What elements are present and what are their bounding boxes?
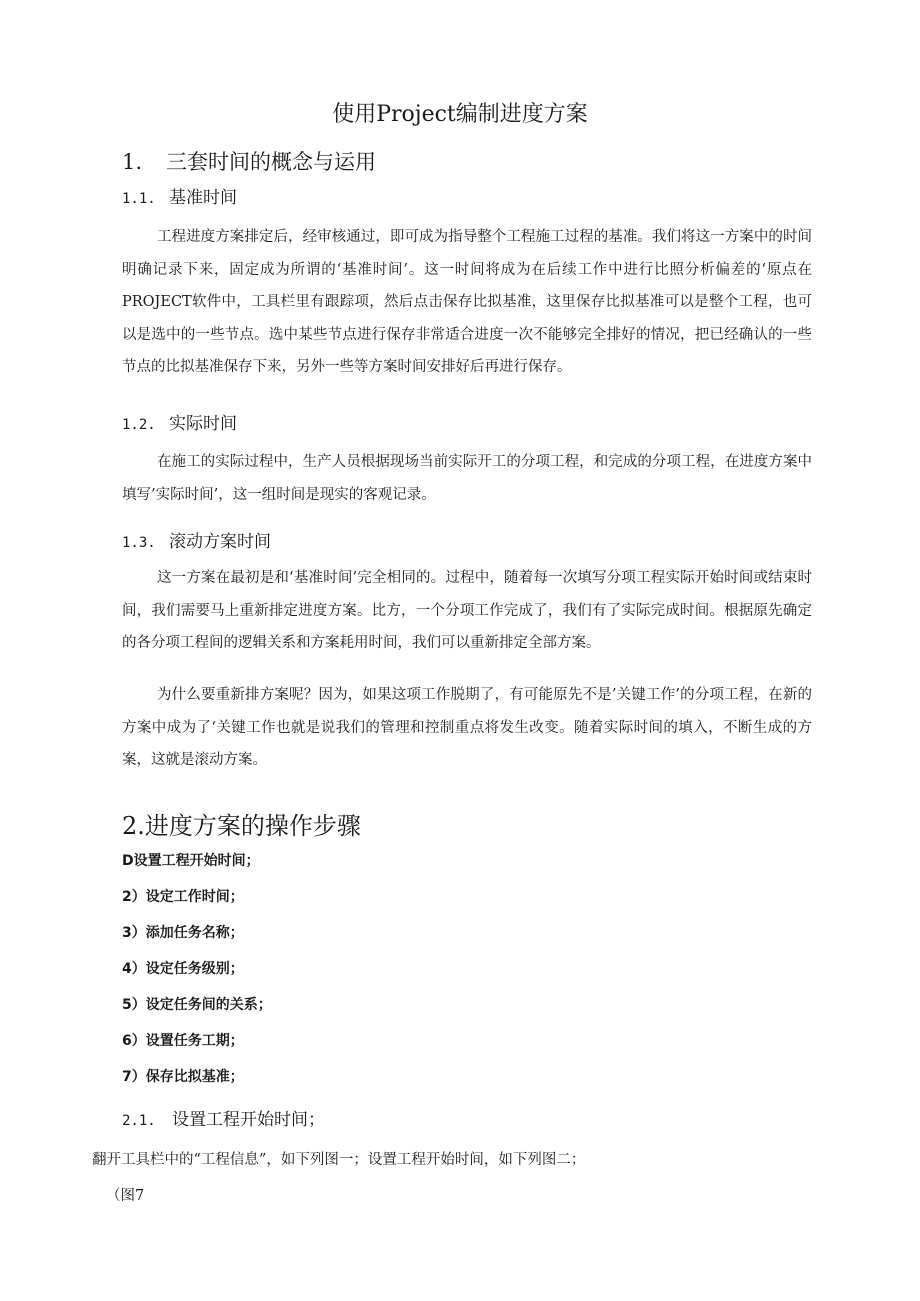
subsection-1-3-number: 1.3.	[122, 535, 156, 551]
document-title: 使用Project编制进度方案	[332, 102, 588, 127]
step-item: D设置工程开始时间；	[122, 853, 260, 869]
subsection-2-1-heading	[122, 1108, 325, 1133]
subsection-1-1-number: 1.1.	[122, 191, 156, 207]
paragraph-rolling-time-2: 为什么要重新排方案呢？因为，如果这项工作脱期了，有可能原先不是’关键工作’的分项工程，在新的方案中成为了‘关键工作也就是说我们的管理和控制重点将发生改变。随着实际时间的填入，不断生成的方案，这就是滚动方案。	[122, 687, 812, 769]
subsection-1-3-title: 滚动方案时间	[169, 532, 271, 552]
step-item: 5）设定任务间的关系；	[122, 997, 272, 1013]
subsection-1-1-title: 基准时间	[169, 188, 237, 208]
subsection-1-2-number: 1.2.	[122, 417, 156, 433]
paragraph-actual-time: 在施工的实际过程中，生产人员根据现场当前实际开工的分项工程，和完成的分项工程，在进度方案中填写’实际时间’，这一组时间是现实的客观记录。	[122, 454, 812, 503]
section-1-heading	[122, 148, 376, 176]
step-item: 6）设置任务工期；	[122, 1033, 244, 1049]
section-1-number: 1.	[122, 150, 143, 174]
subsection-1-2-heading	[122, 412, 237, 437]
section-2-heading: 2.进度方案的操作步骤	[122, 812, 361, 840]
subsection-2-1-number: 2.1.	[122, 1113, 156, 1129]
subsection-1-3-heading	[122, 530, 271, 555]
paragraph-baseline-time: 工程进度方案排定后，经审核通过，即可成为指导整个工程施工过程的基准。我们将这一方案中的时间明确记录下来，固定成为所谓的‘基准时间’。这一时间将成为在后续工作中进行比照分析偏差的‘原点在PROJECT软件中，工具栏里有跟踪项，然后点击保存比拟基准，这里保存比拟基准可以是整个工程，也可以是选中的一些节点。选中某些节点进行保存非常适合进度一次不能够完全排好的情况，把已经确认的一些节点的比拟基准保存下来，另外一些等方案时间安排好后再进行保存。	[122, 229, 812, 376]
figure-reference: （图7	[106, 1188, 145, 1204]
step-item: 2）设定工作时间；	[122, 889, 244, 905]
subsection-1-1-heading	[122, 186, 237, 211]
paragraph-rolling-time-1: 这一方案在最初是和‘基准时间’完全相同的。过程中，随着每一次填写分项工程实际开始时间或结束时间，我们需要马上重新排定进度方案。比方，一个分项工作完成了，我们有了实际完成时间。根据原先确定的各分项工程间的逻辑关系和方案耗用时间，我们可以重新排定全部方案。	[122, 570, 812, 652]
instruction-line: 翻开工具栏中的“工程信息”，如下列图一；设置工程开始时间，如下列图二；	[92, 1152, 586, 1168]
subsection-1-2-title: 实际时间	[169, 414, 237, 434]
step-item: 7）保存比拟基准；	[122, 1069, 244, 1085]
subsection-2-1-title: 设置工程开始时间；	[172, 1110, 325, 1130]
step-item: 3）添加任务名称；	[122, 925, 244, 941]
section-1-title: 三套时间的概念与运用	[166, 150, 376, 174]
step-item: 4）设定任务级别；	[122, 961, 244, 977]
